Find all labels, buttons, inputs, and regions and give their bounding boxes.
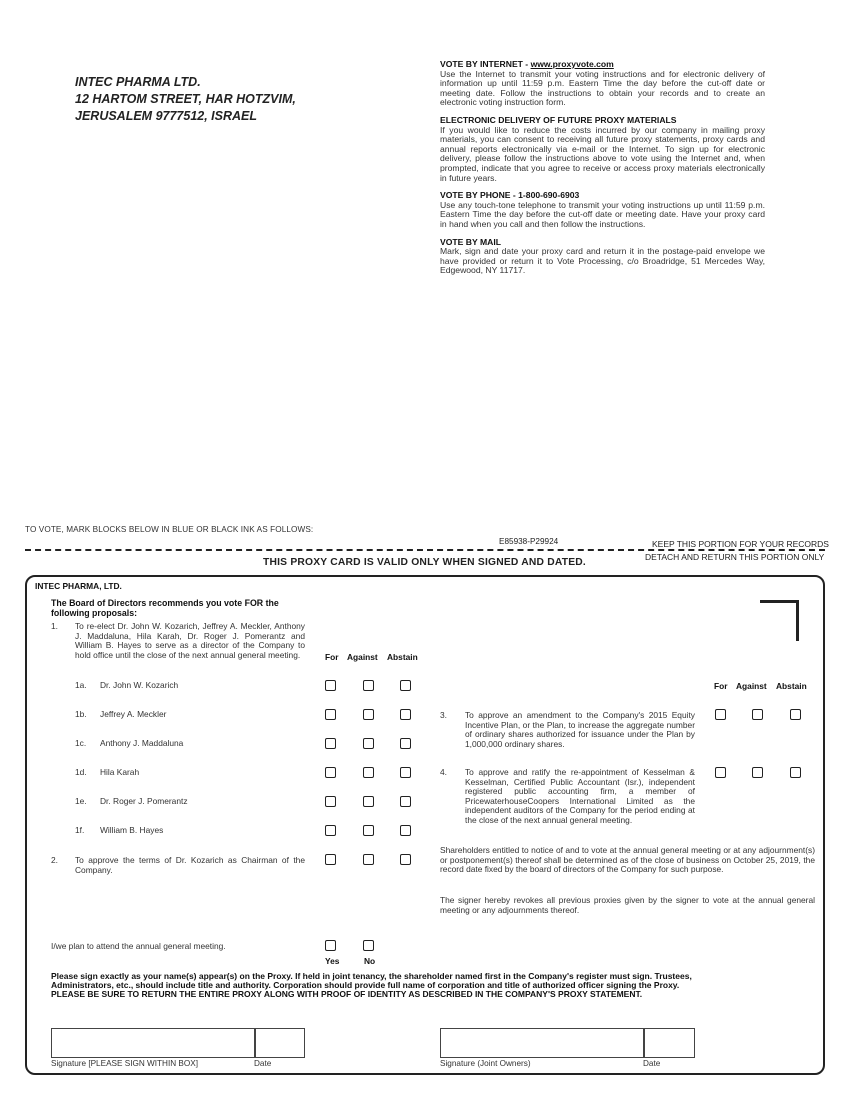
- joint-signature-box[interactable]: [440, 1028, 645, 1058]
- signature-box[interactable]: [51, 1028, 256, 1058]
- vote-internet-body: Use the Internet to transmit your voting instructions and for electronic delivery of information up until 11:59 p.m. Eastern Time the day before the cut-off date or meeting date. Follow the instructions to obtain your records and to create an electronic voting instruction form.: [440, 68, 765, 108]
- nominee-1c-against-checkbox[interactable]: [363, 738, 374, 749]
- attend-meeting-text: I/we plan to attend the annual general meeting.: [51, 941, 226, 951]
- nominee-1d-for-checkbox[interactable]: [325, 767, 336, 778]
- nominee-1b-for-checkbox[interactable]: [325, 709, 336, 720]
- left-col-for: For: [325, 652, 339, 662]
- signature-date-label: Date: [254, 1059, 272, 1068]
- vote-mail-heading: VOTE BY MAIL: [440, 236, 501, 247]
- vote-phone-heading: VOTE BY PHONE - 1-800-690-6903: [440, 190, 580, 201]
- card-company-name: INTEC PHARMA, LTD.: [35, 581, 122, 591]
- detach-portion-label: DETACH AND RETURN THIS PORTION ONLY: [645, 552, 825, 562]
- proposal-3-for-checkbox[interactable]: [715, 709, 726, 720]
- mark-blocks-instruction: TO VOTE, MARK BLOCKS BELOW IN BLUE OR BLACK INK AS FOLLOWS:: [25, 525, 314, 534]
- vote-mail-body: Mark, sign and date your proxy card and return it in the postage-paid envelope we have provided or return it to Vote Processing, c/o Broadridge, 51 Mercedes Way, Edgewood, NY 11717.: [440, 246, 765, 276]
- nominee-1b-name: Jeffrey A. Meckler: [100, 709, 167, 719]
- electronic-delivery-heading: ELECTRONIC DELIVERY OF FUTURE PROXY MATERIALS: [440, 114, 677, 125]
- proposal-3-number: 3.: [440, 710, 447, 720]
- nominee-1d-abstain-checkbox[interactable]: [400, 767, 411, 778]
- voting-methods: [440, 60, 765, 276]
- control-code: E85938-P29924: [496, 537, 561, 546]
- nominee-1c-abstain-checkbox[interactable]: [400, 738, 411, 749]
- nominee-1f-for-checkbox[interactable]: [325, 825, 336, 836]
- vote-internet-label: VOTE BY INTERNET -: [440, 59, 531, 69]
- company-address: [75, 74, 296, 125]
- nominee-1e-for-checkbox[interactable]: [325, 796, 336, 807]
- proposal-4-against-checkbox[interactable]: [752, 767, 763, 778]
- nominee-1b-against-checkbox[interactable]: [363, 709, 374, 720]
- address-line-1: INTEC PHARMA LTD.: [75, 75, 201, 89]
- no-label: No: [364, 956, 376, 966]
- nominee-1e-against-checkbox[interactable]: [363, 796, 374, 807]
- address-line-2: 12 HARTOM STREET, HAR HOTZVIM,: [75, 92, 296, 106]
- proposal-1-text: To re-elect Dr. John W. Kozarich, Jeffrey A. Meckler, Anthony J. Maddaluna, Hila Karah, Dr. Roger J. Pomerantz and William B. Hayes to serve as a director of the Company to hold office until the close of the next annual general meeting.: [75, 621, 305, 660]
- nominee-1a-name: Dr. John W. Kozarich: [100, 680, 179, 690]
- vote-phone-body: Use any touch-tone telephone to transmit your voting instructions up until 11:59 p.m. Eastern Time the day before the cut-off date or meeting date. Have your proxy card in hand when you call and then follow the instructions.: [440, 199, 765, 229]
- proposal-1-number: 1.: [51, 621, 58, 631]
- detach-line: [25, 549, 825, 551]
- left-col-abstain: Abstain: [387, 652, 418, 662]
- nominee-1e-name: Dr. Roger J. Pomerantz: [100, 796, 188, 806]
- nominee-1e-number: 1e.: [75, 796, 87, 806]
- proposal-2-number: 2.: [51, 855, 58, 865]
- nominee-1a-against-checkbox[interactable]: [363, 680, 374, 691]
- right-col-for: For: [714, 681, 728, 691]
- nominee-1c-number: 1c.: [75, 738, 87, 748]
- signature-date-box[interactable]: [254, 1028, 305, 1058]
- yes-label: Yes: [325, 956, 340, 966]
- proposal-2-for-checkbox[interactable]: [325, 854, 336, 865]
- right-col-abstain: Abstain: [776, 681, 807, 691]
- nominee-1d-against-checkbox[interactable]: [363, 767, 374, 778]
- nominee-1f-against-checkbox[interactable]: [363, 825, 374, 836]
- proposal-2-abstain-checkbox[interactable]: [400, 854, 411, 865]
- attend-no-checkbox[interactable]: [363, 940, 374, 951]
- proposal-4-for-checkbox[interactable]: [715, 767, 726, 778]
- record-date-statement: Shareholders entitled to notice of and to vote at the annual general meeting or at any adjournment(s) or postponement(s) thereof shall be determined as of the close of business on October 25, 2019, the record date fixed by the board of directors of the Company for such purpose.: [440, 845, 815, 875]
- nominee-1c-name: Anthony J. Maddaluna: [100, 738, 184, 748]
- nominee-1a-for-checkbox[interactable]: [325, 680, 336, 691]
- nominee-1c-for-checkbox[interactable]: [325, 738, 336, 749]
- corner-mark: [760, 600, 799, 641]
- proposal-4-number: 4.: [440, 767, 447, 777]
- nominee-1f-number: 1f.: [75, 825, 85, 835]
- proposal-2-against-checkbox[interactable]: [363, 854, 374, 865]
- sign-instructions: Please sign exactly as your name(s) appear(s) on the Proxy. If held in joint tenancy, the shareholder named first in the Company's register must sign. Trustees, Administrators, etc., should include title and authority. Corporation should provide full name of corporation and title of authorized officer signing the Proxy. PLEASE BE SURE TO RETURN THE ENTIRE PROXY ALONG WITH PROOF OF IDENTITY AS DESCRIBED IN THE COMPANY'S PROXY STATEMENT.: [51, 971, 692, 1000]
- nominee-1f-name: William B. Hayes: [100, 825, 164, 835]
- valid-notice: THIS PROXY CARD IS VALID ONLY WHEN SIGNED AND DATED.: [263, 557, 586, 568]
- proposal-2-text: To approve the terms of Dr. Kozarich as Chairman of the Company.: [75, 855, 305, 875]
- left-col-against: Against: [347, 652, 378, 662]
- attend-yes-checkbox[interactable]: [325, 940, 336, 951]
- nominee-1b-abstain-checkbox[interactable]: [400, 709, 411, 720]
- proxyvote-link[interactable]: www.proxyvote.com: [530, 59, 614, 69]
- electronic-delivery-body: If you would like to reduce the costs incurred by our company in mailing proxy materials, you can consent to receiving all future proxy statements, proxy cards and annual reports electronically via e-mail or the Internet. To sign up for electronic delivery, please follow the instructions above to vote using the Internet and, when prompted, indicate that you agree to receive or access proxy materials electronically in future years.: [440, 124, 765, 183]
- proposal-3-text: To approve an amendment to the Company's 2015 Equity Incentive Plan, or the Plan, to increase the aggregate number of ordinary shares authorized for issuance under the Plan by 1,000,000 ordinary shares.: [465, 710, 695, 749]
- joint-signature-date-box[interactable]: [643, 1028, 695, 1058]
- nominee-1e-abstain-checkbox[interactable]: [400, 796, 411, 807]
- proposal-3-abstain-checkbox[interactable]: [790, 709, 801, 720]
- nominee-1b-number: 1b.: [75, 709, 87, 719]
- proposal-4-abstain-checkbox[interactable]: [790, 767, 801, 778]
- joint-signature-date-label: Date: [643, 1059, 661, 1068]
- nominee-1a-abstain-checkbox[interactable]: [400, 680, 411, 691]
- address-line-3: JERUSALEM 9777512, ISRAEL: [75, 109, 258, 123]
- proposal-4-text: To approve and ratify the re-appointment of Kesselman & Kesselman, Certified Public Accountant (Isr.), independent registered public accounting firm, a member of PricewaterhouseCoopers International Limited as the independent auditors of the Company for the period ending at the close of the next annual general meeting.: [465, 767, 695, 825]
- proposal-3-against-checkbox[interactable]: [752, 709, 763, 720]
- nominee-1f-abstain-checkbox[interactable]: [400, 825, 411, 836]
- revoke-statement: The signer hereby revokes all previous proxies given by the signer to vote at the annual general meeting or any adjournments thereof.: [440, 895, 815, 915]
- right-col-against: Against: [736, 681, 767, 691]
- nominee-1a-number: 1a.: [75, 680, 87, 690]
- nominee-1d-name: Hila Karah: [100, 767, 140, 777]
- keep-portion-label: KEEP THIS PORTION FOR YOUR RECORDS: [652, 539, 829, 549]
- board-recommendation: The Board of Directors recommends you vote FOR the following proposals:: [51, 598, 279, 618]
- joint-signature-label: Signature (Joint Owners): [440, 1059, 531, 1068]
- nominee-1d-number: 1d.: [75, 767, 87, 777]
- signature-label: Signature [PLEASE SIGN WITHIN BOX]: [51, 1059, 198, 1068]
